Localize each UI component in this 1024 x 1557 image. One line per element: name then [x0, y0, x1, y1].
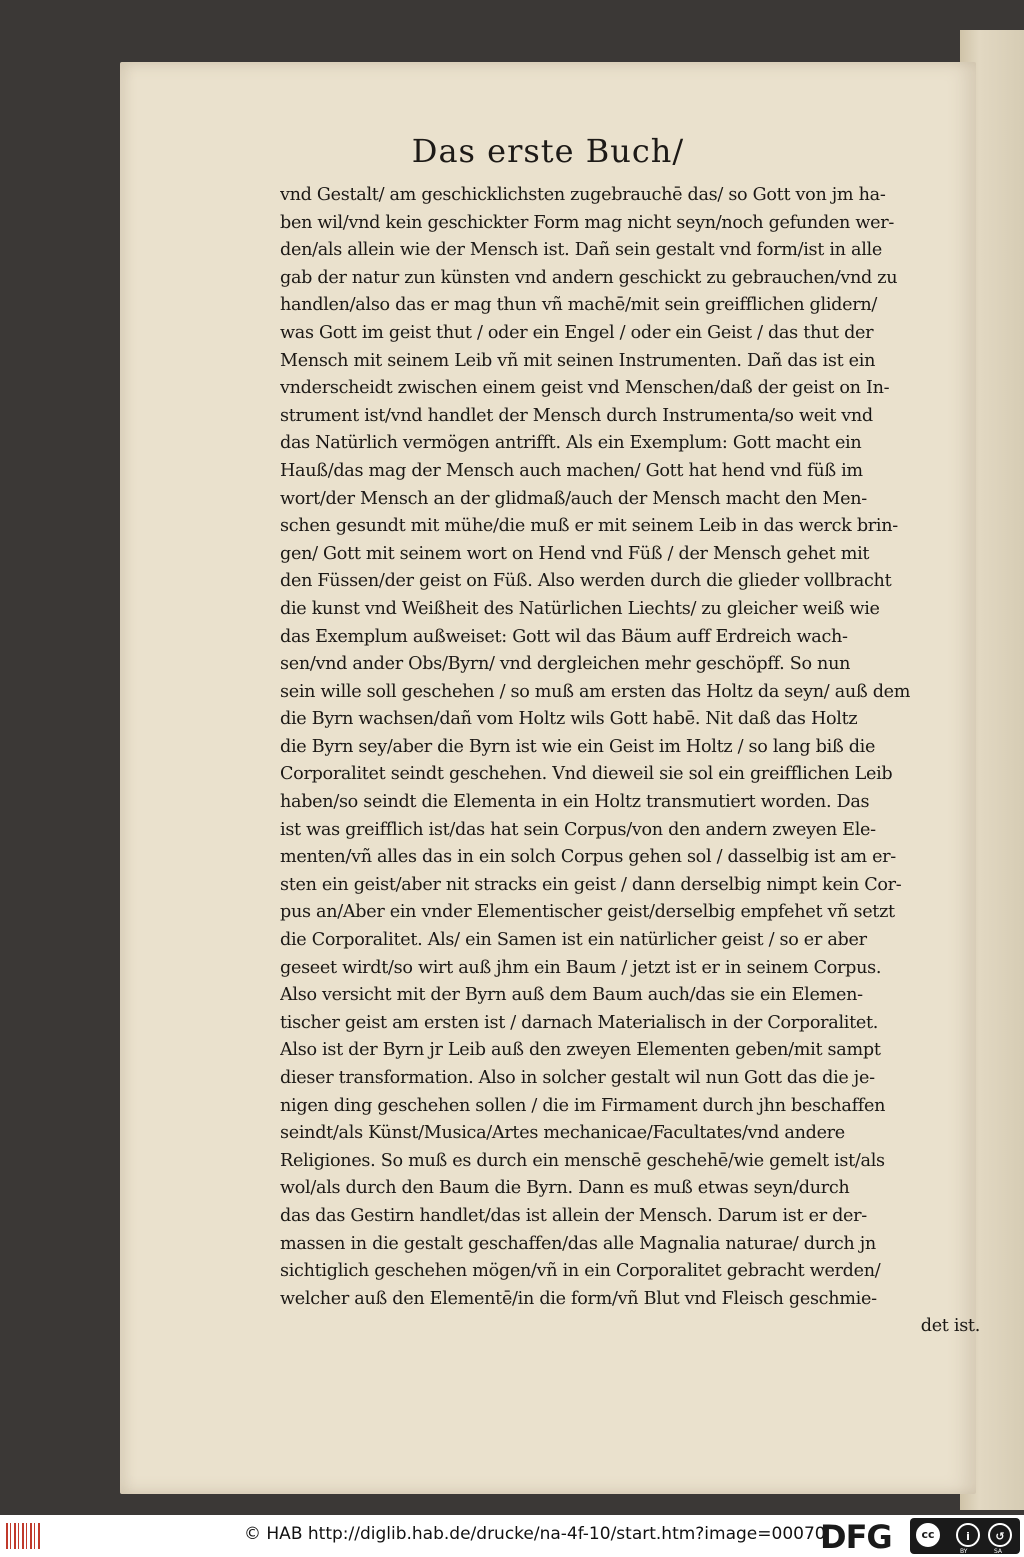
- hab-logo: [6, 1523, 42, 1549]
- text-line: Also ist der Byrn jr Leib auß den zweyen Elementen geben/mit sampt: [280, 1040, 881, 1061]
- text-line: Corporalitet seindt geschehen. Vnd dieweil sie sol ein greifflichen Leib: [280, 764, 893, 785]
- running-head: Das erste Buch/: [411, 132, 685, 170]
- text-line: Religiones. So muß es durch ein menschē geschehē/wie gemelt ist/als: [280, 1150, 885, 1171]
- text-line: Mensch mit seinem Leib vñ mit seinen Instrumenten. Dañ das ist ein: [280, 350, 876, 371]
- text-line: vnderscheidt zwischen einem geist vnd Menschen/daß der geist on In-: [280, 378, 890, 399]
- text-line: gab der natur zun künsten vnd andern geschickt zu gebrauchen/vnd zu: [280, 267, 898, 288]
- text-line: dieser transformation. Also in solcher gestalt wil nun Gott das die je-: [280, 1068, 875, 1088]
- text-line: welcher auß den Elementē/in die form/vñ Blut vnd Fleisch geschmie-: [280, 1288, 877, 1309]
- text-line: det ist.: [920, 1316, 980, 1337]
- text-line: massen in die gestalt geschaffen/das alle Magnalia naturae/ durch jn: [280, 1233, 876, 1254]
- text-line: geseet wirdt/so wirt auß jhm ein Baum / jetzt ist er in seinem Corpus.: [280, 957, 882, 978]
- cc-icon: cc: [914, 1521, 942, 1549]
- text-line: menten/vñ alles das in ein solch Corpus gehen sol / dasselbig ist am er-: [280, 847, 896, 868]
- text-line: wol/als durch den Baum die Byrn. Dann es muß etwas seyn/durch: [280, 1178, 850, 1199]
- text-line: sten ein geist/aber nit stracks ein geist / dann derselbig nimpt kein Cor-: [280, 874, 902, 895]
- text-line: strument ist/vnd handlet der Mensch durch Instrumenta/so weit vnd: [280, 405, 873, 426]
- text-line: Also versicht mit der Byrn auß dem Baum auch/das sie ein Elemen-: [280, 985, 863, 1006]
- text-line: Hauß/das mag der Mensch auch machen/ Gott hat hend vnd füß im: [280, 460, 863, 481]
- text-line: sen/vnd ander Obs/Byrn/ vnd dergleichen mehr geschöpff. So nun: [280, 654, 851, 675]
- text-line: was Gott im geist thut / oder ein Engel / oder ein Geist / das thut der: [280, 322, 874, 343]
- text-line: das das Gestirn handlet/das ist allein der Mensch. Darum ist er der-: [280, 1205, 867, 1226]
- text-line: handlen/also das er mag thun vñ machē/mit sein greifflichen glidern/: [280, 295, 878, 316]
- text-line: die Byrn wachsen/dañ vom Holtz wils Gott habē. Nit daß das Holtz: [280, 709, 858, 730]
- text-block: [280, 182, 1020, 1341]
- sa-label: SA: [994, 1548, 1003, 1555]
- text-line: ist was greifflich ist/das hat sein Corpus/von den andern zweyen Ele-: [280, 819, 876, 840]
- text-line: ben wil/vnd kein geschickter Form mag nicht seyn/noch gefunden wer-: [280, 212, 894, 233]
- text-line: die Byrn sey/aber die Byrn ist wie ein Geist im Holtz / so lang biß die: [280, 736, 876, 757]
- text-line: tischer geist am ersten ist / darnach Materialisch in der Corporalitet.: [280, 1012, 879, 1033]
- text-line: wort/der Mensch an der glidmaß/auch der Mensch macht den Men-: [280, 488, 867, 509]
- text-line: nigen ding geschehen sollen / die im Firmament durch jhn beschaffen: [280, 1095, 886, 1116]
- text-line: das Exemplum außweiset: Gott wil das Bäum auff Erdreich wach-: [280, 626, 848, 647]
- text-line: schen gesundt mit mühe/die muß er mit seinem Leib in das werck brin-: [280, 516, 898, 537]
- dfg-logo: DFG: [820, 1518, 892, 1556]
- text-line: die Corporalitet. Als/ ein Samen ist ein natürlicher geist / so er aber: [280, 930, 867, 951]
- text-line: pus an/Aber ein vnder Elementischer geist/derselbig empfehet vñ setzt: [280, 902, 895, 923]
- book-page: [120, 62, 980, 1494]
- text-line: sichtiglich geschehen mögen/vñ in ein Corporalitet gebracht werden/: [280, 1261, 881, 1282]
- text-line: den Füssen/der geist on Füß. Also werden durch die glieder vollbracht: [280, 571, 892, 592]
- text-line: sein wille soll geschehen / so muß am ersten das Holtz da seyn/ auß dem: [280, 681, 911, 702]
- cc-license-badge[interactable]: [910, 1518, 1020, 1554]
- text-line: seindt/als Künst/Musica/Artes mechanicae/Facultates/vnd andere: [280, 1123, 845, 1144]
- text-line: die kunst vnd Weißheit des Natürlichen Liechts/ zu gleicher weiß wie: [280, 598, 880, 619]
- copyright-credit[interactable]: © HAB http://diglib.hab.de/drucke/na-4f-10/start.htm?image=00070: [244, 1524, 826, 1544]
- text-line: vnd Gestalt/ am geschicklichsten zugebrauchē das/ so Gott von jm ha-: [280, 185, 886, 205]
- text-line: das Natürlich vermögen antrifft. Als ein Exemplum: Gott macht ein: [280, 433, 862, 454]
- by-icon: i: [956, 1523, 980, 1547]
- sa-icon: ↺: [988, 1523, 1012, 1547]
- text-line: haben/so seindt die Elementa in ein Holtz transmutiert worden. Das: [280, 792, 870, 813]
- text-line: gen/ Gott mit seinem wort on Hend vnd Füß / der Mensch gehet mit: [280, 543, 870, 564]
- by-label: BY: [960, 1548, 968, 1555]
- footer-bar: [0, 1515, 1024, 1557]
- text-line: den/als allein wie der Mensch ist. Dañ sein gestalt vnd form/ist in alle: [280, 240, 882, 261]
